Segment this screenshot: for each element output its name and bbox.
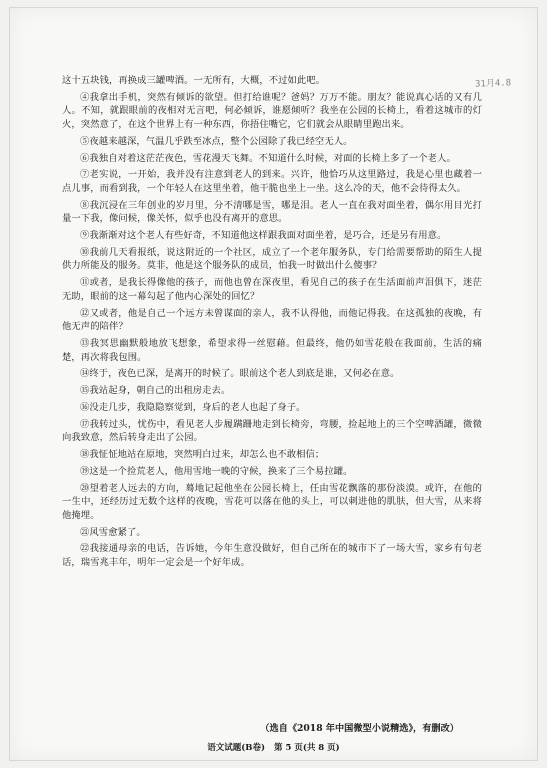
exam-title: 语文试题(B卷) <box>207 743 266 753</box>
paragraph: 这十五块钱，再换成三罐啤酒。一无所有，大概，不过如此吧。 <box>62 75 326 86</box>
page-number: 第 5 页(共 8 页) <box>273 743 340 753</box>
paragraph: ⑪或者，是我长得像他的孩子，而他也曾在深夜里，看见自己的孩子在生活面前声泪俱下，迷茫无助，眼前的这一幕勾起了他内心深处的回忆？ <box>62 277 482 302</box>
paragraph: ⑥我独自对着这茫茫夜色，雪花漫天飞舞。不知道什么时候，对面的长椅上多了一个老人。 <box>80 152 456 164</box>
page-footer <box>10 741 537 753</box>
paragraph: ⑳望着老人远去的方向，蓦地记起他坐在公园长椅上，任由雪花飘落的那份淡漠。或许，在他的一生中，还经历过无数个这样的夜晚，雪花可以落在他的头上，可以刺进他的肌肤，但大雪，从来将他掩埋。 <box>62 482 482 521</box>
exam-page <box>9 7 538 761</box>
paragraph: ⑫又或者，他是自己一个远方未曾谋面的亲人，我不认得他，而他记得我。在这孤独的夜晚，有他无声的陪伴？ <box>62 307 482 333</box>
paragraph: ⑩我前几天看报纸，说这附近的一个社区，成立了一个老年服务队，专门给需要帮助的陌生人提供力所能及的服务。莫非，他是这个服务队的成员，怕我一时做出什么傻事？ <box>62 246 482 272</box>
paragraph: ㉑风雪愈紧了。 <box>80 526 146 538</box>
paragraph: ⑧我沉浸在三年创业的岁月里，分不清哪是雪，哪是泪。老人一直在我对面坐着，偶尔用目光打量一下我，像问候，像关怀，似乎也没有离开的意思。 <box>62 199 482 225</box>
paragraph: ⑨我渐渐对这个老人有些好奇，不知道他这样跟我面对面坐着，是巧合，还是另有用意。 <box>80 230 447 242</box>
paragraph: ④我拿出手机，突然有倾诉的欲望。但打给谁呢？爸妈？万万不能。朋友？能说真心话的又有几人。不知，就跟眼前的夜相对无言吧，何必倾诉，谁愿倾听？我坐在公园的长椅上，看着这城市的灯火，突然意了，在这个世界上有一种东西，你捂住嘴它，它们就会从眼睛里跑出来。 <box>62 91 482 130</box>
paragraph: ⑰我转过头，忧伤中，看见老人步履蹒跚地走到长椅旁，弯腰，捡起地上的三个空啤酒罐，微微向我致意，然后转身走出了公园。 <box>62 418 482 444</box>
paragraph: ⑯没走几步，我隐隐察觉到，身后的老人也起了身子。 <box>80 401 306 413</box>
paragraph: ⑬我冥思幽默般地放飞想象，希望求得一丝慰藉。但最终，他仍如雪花般在我面前，生活的痛楚，再次将我包围。 <box>62 337 482 363</box>
paragraph: ㉒我接通母亲的电话，告诉她，今年生意没做好，但自己所在的城市下了一场大雪，家乡有句老话，瑞雪兆丰年，明年一定会是一个好年成。 <box>62 543 482 568</box>
paragraph: ⑲这是一个捡荒老人，他用雪地一晚的守候，换来了三个易拉罐。 <box>80 465 353 477</box>
paragraph: ⑤夜越来越深，气温几乎跌至冰点，整个公园除了我已经空无人。 <box>80 135 353 147</box>
paragraph: ⑦老实说，一开始，我并没有注意到老人的到来。兴许，他恰巧从这里路过，我是心里也藏着一点儿事，而看到我，一个年轻人在这里坐着，他干脆也坐上一坐。这么冷的天，他不会待得太久。 <box>62 169 482 194</box>
paragraph: ⑱我怔怔地站在原地，突然明白过来，却怎么也不敢相信； <box>80 449 325 461</box>
corner-mark: 31月4.8 <box>474 78 512 90</box>
paragraph: ⑮我站起身，朝自己的出租房走去。 <box>80 385 231 397</box>
paragraph: ⑭终于，夜色已深，是离开的时候了。眼前这个老人到底是谁，又何必在意。 <box>80 368 400 380</box>
source-citation: （选自《2018 年中国微型小说精选》，有删改） <box>260 723 459 734</box>
story-text <box>62 74 482 573</box>
